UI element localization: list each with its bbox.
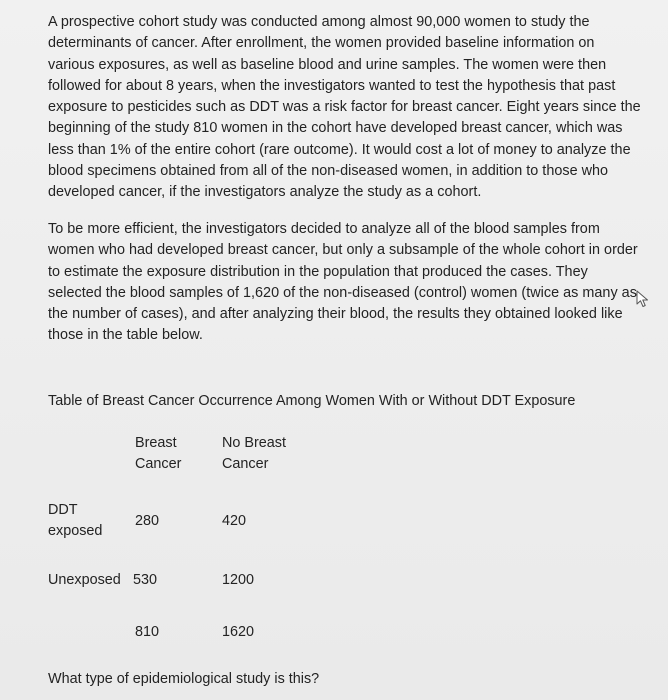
passage-paragraph-2 (48, 219, 638, 347)
paragraph-line: determinants of cancer. After enrollment, the women provided baseline information on (48, 35, 595, 52)
paragraph-line: A prospective cohort study was conducted among almost 90,000 women to study the (48, 14, 590, 30)
paragraph-line: beginning of the study 810 women in the cohort have developed breast cancer, which was (48, 120, 623, 137)
question-text: What type of epidemiological study is this? (48, 671, 320, 687)
table-caption: Table of Breast Cancer Occurrence Among Women With or Without DDT Exposure (48, 393, 576, 409)
paragraph-line: those in the table below. (48, 327, 203, 344)
paragraph-line: blood specimens obtained from all of the non-diseased women, in addition to those who (48, 163, 609, 180)
header-line: Cancer (222, 456, 269, 472)
cell-unexposed-breast-cancer: 530 (133, 572, 158, 588)
header-breast-cancer (135, 433, 181, 475)
mouse-pointer-icon (636, 290, 650, 308)
row-label-line: exposed (48, 523, 103, 539)
paragraph-line: followed for about 8 years, when the investigators wanted to test the hypothesis that past (48, 77, 616, 94)
paragraph-line: exposure to pesticides such as DDT was a risk factor for breast cancer. Eight years since the (48, 99, 641, 116)
paragraph-line: to estimate the exposure distribution in the population that produced the cases. They (48, 263, 588, 280)
row-label-unexposed: Unexposed (48, 572, 121, 588)
header-line: Breast (135, 435, 177, 451)
cell-exposed-breast-cancer: 280 (135, 513, 160, 529)
header-line: Cancer (135, 456, 182, 472)
total-no-breast-cancer: 1620 (222, 624, 255, 640)
paragraph-line: developed cancer, if the investigators analyze the study as a cohort. (48, 184, 482, 201)
passage-paragraph-1 (48, 12, 641, 204)
paragraph-line: selected the blood samples of 1,620 of the non-diseased (control) women (twice as many as (48, 284, 637, 301)
cell-unexposed-no-breast-cancer: 1200 (222, 572, 255, 588)
paragraph-line: women who had developed breast cancer, but only a subsample of the whole cohort in order (48, 242, 638, 259)
header-line: No Breast (222, 435, 286, 451)
paragraph-line: the number of cases), and after analyzing their blood, the results they obtained looked like (48, 306, 623, 323)
paragraph-line: less than 1% of the entire cohort (rare outcome). It would cost a lot of money to analyze the (48, 141, 631, 158)
header-no-breast-cancer (222, 433, 286, 475)
total-breast-cancer: 810 (135, 624, 160, 640)
cell-exposed-no-breast-cancer: 420 (222, 513, 247, 529)
row-label-ddt-exposed (48, 500, 102, 542)
row-label-line: DDT (48, 502, 78, 518)
paragraph-line: various exposures, as well as baseline blood and urine samples. The women were then (48, 56, 607, 73)
paragraph-line: To be more efficient, the investigators decided to analyze all of the blood samples from (48, 221, 600, 237)
